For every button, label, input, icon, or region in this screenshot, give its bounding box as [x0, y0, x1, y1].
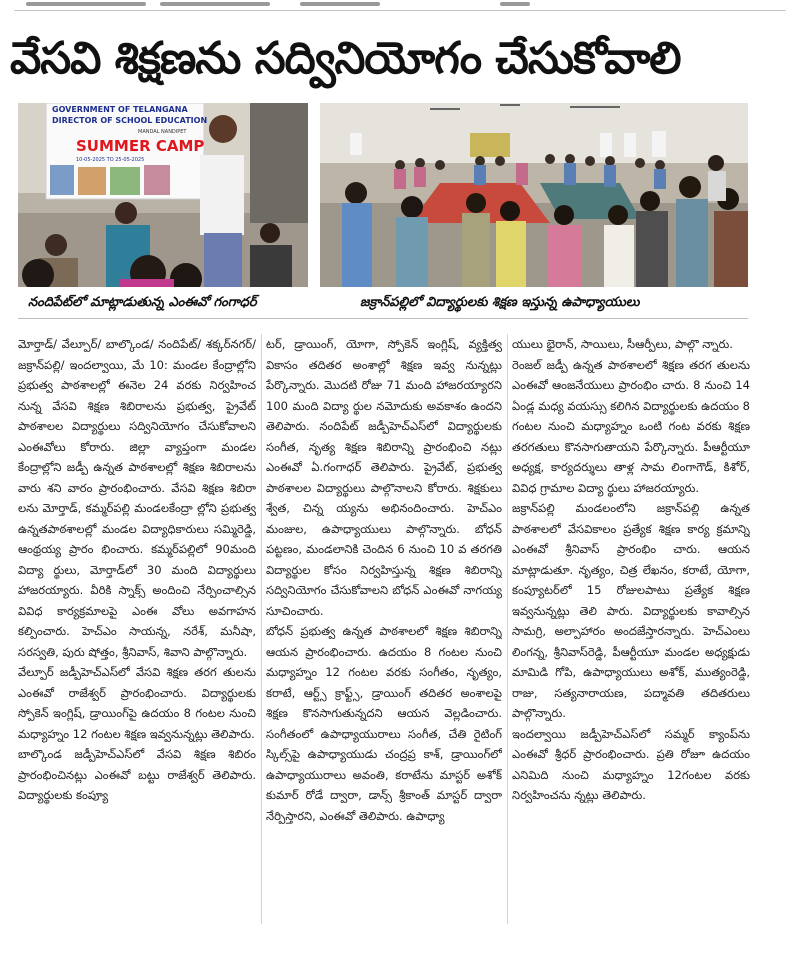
article-column-1 [18, 334, 256, 934]
paragraph: బోధన్‌ ప్రభుత్వ ఉన్నత పాఠశాలలో శిక్షణ శిబిరాన్ని ఆయన ప్రారంభించారు. ఉదయం 8 గంటల నుంచి మధ్యాహ్నం 12 గంటల వరకు సంగీతం, నృత్యం, కరాటే, ఆర్ట్స్‌ క్రాఫ్ట్స్‌, డ్రాయింగ్‌ తదితర అంశాలపై శిక్షణ కొనసాగుతున్నదని ఆయన వెల్లడించారు. సంగీతంలో ఉపాధ్యాయురాలు సంగీత, చేతి రైటింగ్‌ స్కిల్స్‌పై ఉపాధ్యాయుడు చంద్రప్ర కాశ్‌, డ్రాయింగ్‌లో ఉపాధ్యాయురాలు అవంతి, కరాటేను మాస్టర్‌ అశోక్‌ కుమార్‌ రోడే ద్వారా, డాన్స్‌ శ్రీకాంత్‌ మాస్టర్‌ ద్వారా నేర్పిస్తారని, ఎంఈవో తెలిపారు. ఉపాధ్యా [266, 624, 502, 823]
article-column-2 [266, 334, 502, 934]
paragraph: వేల్పూర్‌ జడ్పీహెచ్‌ఎస్‌లో వేసవి శిక్షణ తరగ తులను ఎంఈవో రాజేశ్వర్‌ ప్రారంభించారు. విద్యార్థులకు స్పోకెన్‌ ఇంగ్లిష్‌, డ్రాయింగ్‌పై ఉదయం 8 గంటల నుంచి మధ్యాహ్నం 12 గంటల శిక్షణ ఇవ్వనున్నట్లు తెలిపారు. [18, 665, 256, 741]
banner-line-2: DIRECTOR OF SCHOOL EDUCATION [52, 116, 208, 125]
article-column-3 [512, 334, 750, 934]
paragraph: రెంజల్‌ జడ్పీ ఉన్నత పాఠశాలలో శిక్షణ తరగ తులను ఎంఈవో ఆంజనేయులు ప్రారంభిం చారు. 8 నుంచి 14 ఏండ్ల మధ్య వయస్సు కలిగిన విద్యార్థులకు ఉదయం 8 గంటల నుంచి మధ్యాహ్నం ఒంటి గంట వరకు శిక్షణ తరగతులు కొనసాగుతాయని పేర్కొన్నారు. పీఆర్టీయూ అధ్యక్ష, కార్యదర్శులు తాళ్ల సామ లింగాగౌడ్‌, కిశోర్‌, వివిధ గ్రామాల విద్యా ర్థులు హాజరయ్యారు. [512, 357, 750, 495]
banner-line-3: MANDAL NANDIPET [138, 129, 187, 135]
photo-students-training [320, 103, 748, 287]
banner-dates: 10-05-2025 TO 25-05-2025 [76, 157, 145, 163]
photo-caption-left: నందిపేట్‌లో మాట్లాడుతున్న ఎంఈవో గంగాధర్ [28, 295, 257, 310]
photo-caption-right: జక్రాన్‌పల్లిలో విద్యార్థులకు శిక్షణ ఇస్తున్న ఉపాధ్యాయులు [360, 295, 640, 310]
paragraph: జక్రాన్‌పల్లి మండలంలోని జక్రాన్‌పల్లి ఉన్నత పాఠశాలలో వేసవికాలం ప్రత్యేక శిక్షణ కార్య క్రమాన్ని ఎంఈవో శ్రీనివాస్‌ ప్రారంభిం చారు. ఆయన మాట్లాడుతూ. నృత్యం, చిత్ర లేఖనం, కరాటే, యోగా, కంప్యూటర్‌లో 15 రోజులపాటు ప్రత్యేక శిక్షణ ఇవ్వనున్నట్లు తెలి పారు. విద్యార్థులకు కావాల్సిన సామగ్రి, అల్పాహారం అందజేస్తారన్నారు. హెచ్‌ఎంలు లింగన్న, శ్రీనివాస్‌రెడ్డి, పీఆర్టీయూ మండల అధ్యక్షుడు మామిడి గోపి, ఉపాధ్యాయులు అశోక్‌, ముత్యంరెడ్డి, రాజు, సత్యనారాయణ, పద్మావతి తదితరులు పాల్గొన్నారు. [512, 501, 750, 720]
paragraph: యులు భైరాన్‌, సాయిలు, సీఆర్పీలు, పాల్గొ న్నారు. [512, 337, 733, 351]
headline: వేసవి శిక్షణను సద్వినియోగం చేసుకోవాలి [10, 33, 681, 84]
banner-line-1: GOVERNMENT OF TELANGANA [52, 105, 188, 114]
paragraph: ఇందల్వాయి జడ్పీహెచ్‌ఎస్‌లో సమ్మర్‌ క్యాంప్‌ను ఎంఈవో శ్రీధర్‌ ప్రారంభించారు. ప్రతి రోజూ ఉదయం ఎనిమిది నుంచి మధ్యాహ్నం 12గంటల వరకు నిర్వహించను న్నట్లు తెలిపారు. [512, 726, 750, 802]
column-divider [507, 334, 508, 924]
paragraph: టర్‌, డ్రాయింగ్‌, యోగా, స్పోకెన్‌ ఇంగ్లిష్‌, వ్యక్తిత్వ వికాసం తదితర అంశాల్లో శిక్షణ ఇవ్వ నున్నట్లు పేర్కొన్నారు. మొదటి రోజు 71 మంది హాజరయ్యారని 100 మంది విద్యా ర్థుల నమోదుకు అవకాశం ఉందని తెలిపారు. నందిపేట్‌ జడ్పీహెచ్‌ఎస్‌లో విద్యార్థులకు సంగీత, నృత్య శిక్షణ శిబిరాన్ని ప్రారంభించి నట్లు ఎంఈవో ఏ.గంగాధర్‌ తెలిపారు. ప్రైవేట్‌, ప్రభుత్వ పాఠశాలల విద్యార్థులు పాల్గొనాలని కోరారు. శిక్షకులు శ్వేత, చిన్న య్యను అభినందించారు. హెచ్‌ఎం మంజుల, ఉపాధ్యాయులు పాల్గొన్నారు. బోధన్‌ పట్టణం, మండలానికి చెందిన 6 నుంచి 10 వ తరగతి విద్యార్థుల కోసం నిర్వహిస్తున్న శిక్షణ శిబిరాన్ని సద్వినియోగం చేసుకోవాలని బోధన్‌ ఎంఈవో నాగయ్య సూచించారు. [266, 337, 502, 618]
paragraph: మోర్తాడ్‌/ వేల్పూర్‌/ బాల్కొండ/ నందిపేట్‌/ శక్కర్‌నగర్‌/జక్రాన్‌పల్లి/ ఇందల్వాయి, మే 10: మండల కేంద్రాల్లోని ప్రభుత్వ పాఠశాలల్లో ఈనెల 24 వరకు నిర్వహించ నున్న వేసవి శిక్షణ శిబిరాలను ప్రభుత్వ, ప్రైవేట్‌ పాఠశాలల విద్యార్థులు సద్వినియోగం చేసుకోవాలని ఎంఈవోలు కోరారు. జిల్లా వ్యాప్తంగా మండల కేంద్రాల్లోని జడ్పీ ఉన్నత పాఠశాలల్లో శిక్షణ శిబిరాలను వారు శని వారం ప్రారంభించారు. వేసవి శిక్షణ శిబిరా లను మోర్తాడ్‌, కమ్మర్‌పల్లి మండలకేంద్రా ల్లోని ప్రభుత్వ ఉన్నతపాఠశాలల్లో మండల విద్యాధికారులు సమ్మిరెడ్డి, ఆంథ్రయ్య ప్రారం భించారు. కమ్మర్‌పల్లిలో 90మంది విద్యా ర్థులు, మోర్తాడ్‌లో 30 మంది విద్యార్థులు హాజరయ్యారు. వీరికి స్నాక్స్‌ అందించి నేర్పించాల్సిన వివిధ కార్యక్రమాలపై ఎంఈ వోలు అవగాహన కల్పించారు. హెచ్‌ఎం సాయన్న, నరేశ్‌, మనీషా, సరస్వతి, పురు షోత్తం, శ్రీనివాస్‌, శివాని పాల్గొన్నారు. [18, 337, 256, 659]
top-page-strip [0, 0, 800, 12]
column-divider [261, 334, 262, 924]
paragraph: బాల్కొండ జడ్పీహెచ్‌ఎస్‌లో వేసవి శిక్షణ శిబిరం ప్రారంభించినట్లు ఎంఈవో బట్టు రాజేశ్వర్‌ తెలిపారు. విద్యార్థులకు కంప్యూ [18, 747, 256, 802]
caption-divider [18, 318, 748, 319]
photo-summer-camp-speech [18, 103, 308, 287]
banner-title: SUMMER CAMP [76, 137, 205, 155]
